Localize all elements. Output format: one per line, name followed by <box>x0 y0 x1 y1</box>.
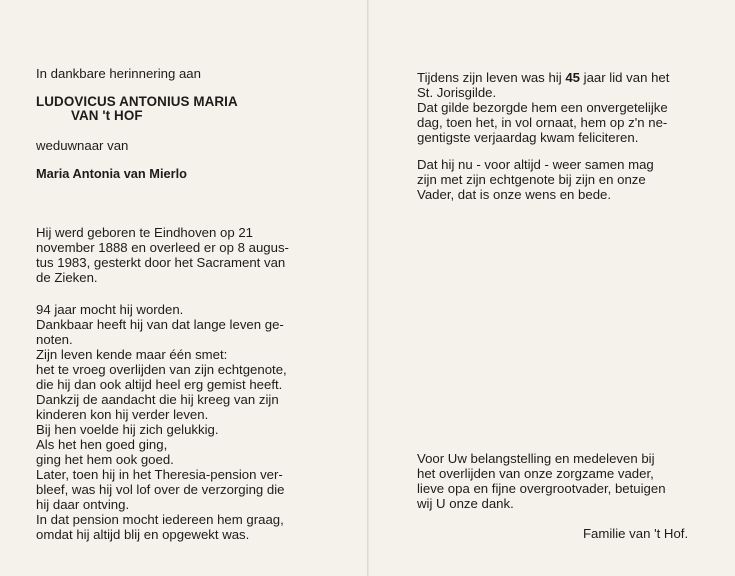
text-line: ging het hem ook goed. <box>36 452 174 467</box>
text-line: het overlijden van onze zorgzame vader, <box>417 466 654 481</box>
text-line: Als het hen goed ging, <box>36 437 168 452</box>
text-line: In dat pension mocht iedereen hem graag, <box>36 512 284 527</box>
text-line: lieve opa en fijne overgrootvader, betuigen <box>417 481 666 496</box>
membership-years: 45 <box>565 70 580 85</box>
text-line: Hij werd geboren te Eindhoven op 21 <box>36 225 254 240</box>
text-line: die hij dan ook altijd heel erg gemist heeft. <box>36 377 283 392</box>
text-line: zijn met zijn echtgenote bij zijn en onze <box>417 172 646 187</box>
spouse-name: Maria Antonia van Mierlo <box>36 166 187 181</box>
text-line: Dankbaar heeft hij van dat lange leven ge- <box>36 317 284 332</box>
text-line: St. Jorisgilde. <box>417 85 497 100</box>
intro-text: In dankbare herinnering aan <box>36 66 201 81</box>
text-line: de Zieken. <box>36 270 98 285</box>
text-line: november 1888 en overleed er op 8 augus- <box>36 240 289 255</box>
text-line: dag, toen het, in vol ornaat, hem op z'n ne- <box>417 115 668 130</box>
text-line: Dat gilde bezorgde hem een onvergetelijke <box>417 100 668 115</box>
text-line: kinderen kon hij verder leven. <box>36 407 209 422</box>
text-line: Zijn leven kende maar één smet: <box>36 347 228 362</box>
text-fragment: Tijdens zijn leven was hij <box>417 70 566 85</box>
text-line: 94 jaar mocht hij worden. <box>36 302 184 317</box>
text-line: het te vroeg overlijden van zijn echtgenote, <box>36 362 287 377</box>
family-signature: Familie van 't Hof. <box>583 526 689 541</box>
text-line: hij daar ontving. <box>36 497 130 512</box>
text-line: Voor Uw belangstelling en medeleven bij <box>417 451 655 466</box>
deceased-name-line1: LUDOVICUS ANTONIUS MARIA <box>36 94 238 109</box>
text-line: Vader, dat is onze wens en bede. <box>417 187 612 202</box>
text-line: Dat hij nu - voor altijd - weer samen mag <box>417 157 654 172</box>
text-line: Dankzij de aandacht die hij kreeg van zijn <box>36 392 279 407</box>
text-line: omdat hij altijd blij en opgewekt was. <box>36 527 250 542</box>
text-line: noten. <box>36 332 73 347</box>
text-line: bleef, was hij vol lof over de verzorging die <box>36 482 285 497</box>
card-fold <box>367 0 369 576</box>
deceased-name-line2: VAN 't HOF <box>71 108 143 123</box>
text-fragment: jaar lid van het <box>579 70 670 85</box>
text-line: gentigste verjaardag kwam feliciteren. <box>417 130 639 145</box>
text-line <box>417 70 669 85</box>
text-line: wij U onze dank. <box>417 496 514 511</box>
text-line: tus 1983, gesterkt door het Sacrament van <box>36 255 286 270</box>
text-line: Bij hen voelde hij zich gelukkig. <box>36 422 219 437</box>
widower-of-text: weduwnaar van <box>36 138 129 153</box>
text-line: Later, toen hij in het Theresia-pension ver- <box>36 467 283 482</box>
